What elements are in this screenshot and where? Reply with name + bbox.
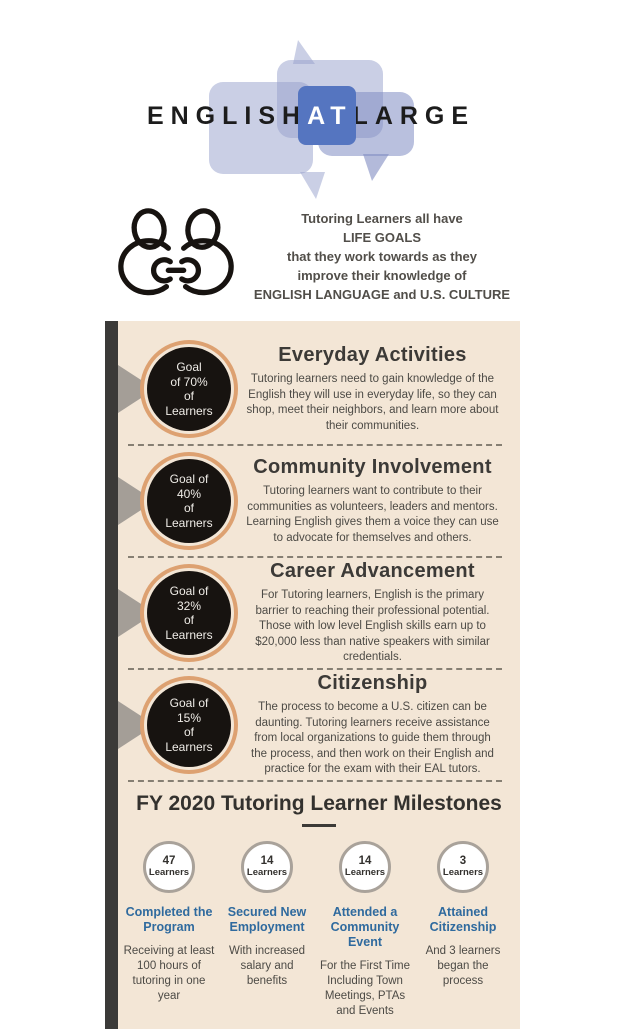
intro-line: ENGLISH LANGUAGE and U.S. CULTURE	[253, 287, 511, 302]
people-link-icon	[112, 206, 240, 307]
goal-badge-line: of	[183, 501, 194, 515]
milestone-community-event	[316, 841, 414, 1019]
milestone-count-badge	[437, 841, 489, 893]
goal-text	[231, 560, 520, 666]
milestone-title: Attended a Community Event	[330, 905, 400, 949]
goal-badge-line: 15%	[176, 710, 202, 725]
goals-panel	[105, 321, 520, 1029]
goal-badge-line: of	[183, 725, 194, 739]
goal-description: Tutoring learners need to gain knowledge of the English they will use in everyday life, so they can shop, meet their neighbors, and learn more about their communities.	[246, 373, 499, 432]
milestone-title: Attained Citizenship	[429, 905, 497, 934]
logo-wordmark	[0, 0, 622, 131]
goal-text	[231, 344, 520, 434]
milestone-count: 3	[459, 855, 467, 867]
side-strip	[105, 321, 118, 1029]
goal-badge	[147, 459, 231, 543]
goal-text	[231, 456, 520, 546]
speech-bubble-tail-icon	[363, 154, 389, 181]
goal-badge-line: 40%	[176, 486, 202, 501]
goal-badge	[147, 683, 231, 767]
logo-text-at: AT	[307, 102, 353, 130]
milestone-description: Receiving at least 100 hours of tutoring in one year	[123, 945, 215, 1002]
milestone-title: Secured New Employment	[227, 905, 307, 934]
goal-badge-line: Learners	[165, 739, 213, 754]
milestone-completed-program	[120, 841, 218, 1019]
goal-badge	[147, 571, 231, 655]
milestone-count-badge	[241, 841, 293, 893]
milestone-secured-employment	[218, 841, 316, 1019]
goal-badge-line: Learners	[165, 515, 213, 530]
milestone-unit: Learners	[344, 867, 386, 878]
goal-section-community-involvement	[118, 449, 520, 553]
dashed-divider	[128, 444, 502, 446]
goal-badge-line: Goal of	[169, 472, 209, 486]
intro-line: that they work towards as they	[287, 249, 477, 264]
goal-section-career-advancement	[118, 561, 520, 665]
goal-title: Everyday Activities	[278, 344, 467, 366]
milestone-description: And 3 learners began the process	[425, 945, 501, 987]
goal-badge-line: of	[183, 613, 194, 627]
dashed-divider	[128, 556, 502, 558]
goal-title: Citizenship	[317, 672, 428, 695]
goal-badge-line: Learners	[165, 627, 213, 642]
milestone-unit: Learners	[442, 867, 484, 878]
milestones-title: FY 2020 Tutoring Learner Milestones	[136, 792, 502, 815]
intro-line: LIFE GOALS	[343, 230, 421, 245]
milestone-count-badge	[339, 841, 391, 893]
goal-description: Tutoring learners want to contribute to their communities as volunteers, leaders and mentors. Learning English gives them a voice they can use to advocate for themselves and others.	[246, 485, 499, 544]
intro-text	[248, 209, 516, 304]
dashed-divider	[128, 668, 502, 670]
goal-badge-line: Goal	[176, 360, 202, 374]
milestone-description: For the First Time Including Town Meetings, PTAs and Events	[319, 960, 411, 1017]
milestone-unit: Learners	[246, 867, 288, 878]
milestone-unit: Learners	[148, 867, 190, 878]
title-underline	[302, 824, 336, 827]
milestone-title: Completed the Program	[125, 905, 213, 934]
goal-description: For Tutoring learners, English is the primary barrier to reaching their professional potential. Those with low level English skills earn up to $20,000 less than native speakers with similar credentials.	[255, 589, 490, 664]
goal-text	[231, 672, 520, 778]
goal-description: The process to become a U.S. citizen can be daunting. Tutoring learners receive assistance from local organizations to guide them through the process, and then work on their English and practice for the exam with their EAL tutors.	[251, 701, 494, 776]
intro-section	[112, 206, 516, 307]
goal-title: Career Advancement	[270, 560, 475, 583]
logo-text-large: LARGE	[352, 102, 476, 130]
goal-badge	[147, 347, 231, 431]
goal-badge-line: Goal of	[169, 584, 209, 598]
milestone-count: 47	[162, 855, 176, 867]
goal-badge-line: Learners	[165, 403, 213, 418]
goal-section-citizenship	[118, 673, 520, 777]
goal-badge-line: of	[183, 389, 194, 403]
intro-line: improve their knowledge of	[297, 268, 467, 283]
dashed-divider	[128, 780, 502, 782]
goal-badge-line: of 70%	[170, 374, 208, 389]
milestone-attained-citizenship	[414, 841, 512, 1019]
goal-section-everyday-activities	[118, 337, 520, 441]
goal-badge-line: 32%	[176, 598, 202, 613]
milestone-count: 14	[358, 855, 372, 867]
logo	[0, 0, 622, 200]
speech-bubble-tail-icon	[300, 172, 325, 199]
milestone-count-badge	[143, 841, 195, 893]
goal-badge-line: Goal of	[169, 696, 209, 710]
milestones-row	[118, 841, 520, 1019]
goal-title: Community Involvement	[253, 456, 492, 478]
logo-text-english: ENGLISH	[146, 102, 308, 130]
milestone-description: With increased salary and benefits	[228, 945, 306, 987]
intro-line: Tutoring Learners all have	[301, 211, 463, 226]
milestone-count: 14	[260, 855, 274, 867]
